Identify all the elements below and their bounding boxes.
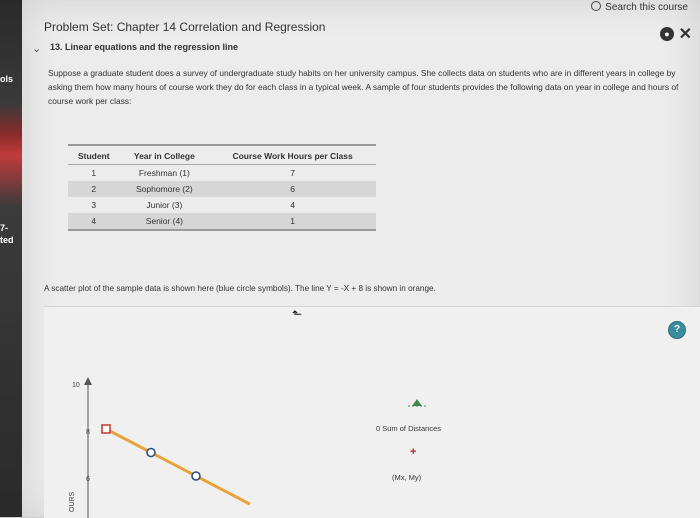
table-cell: 3 (91, 200, 97, 210)
y-tick-label: 6 (86, 476, 90, 483)
line-handle[interactable] (102, 425, 110, 433)
scatter-plot[interactable] (44, 307, 700, 518)
table-cell: 1 (209, 213, 376, 230)
sum-of-distances-label: 0 Sum of Distances (376, 424, 442, 433)
y-axis-label: OURS (69, 491, 76, 512)
chevron-down-icon[interactable]: ⌄ (32, 43, 42, 55)
sidebar-label-tools[interactable]: ols (0, 74, 14, 84)
table-cell: 4 (290, 200, 295, 210)
y-tick-label: 10 (72, 382, 80, 389)
table-cell: Sophomore (2) (120, 181, 210, 197)
table-cell: 1 (91, 168, 97, 178)
problem-page (22, 0, 700, 517)
table-cell: 4 (68, 213, 120, 230)
table-cell: 7 (290, 168, 295, 178)
table-cell: 6 (209, 181, 376, 197)
data-point[interactable] (147, 449, 155, 457)
table-cell: Freshman (1) (138, 168, 190, 178)
page-title: Problem Set: Chapter 14 Correlation and Regression (44, 20, 326, 34)
sidebar-label-7[interactable]: 7- (0, 223, 9, 233)
search-label: Search this course (605, 2, 688, 13)
table-cell: Senior (4) (120, 213, 210, 230)
help-icon[interactable]: ? (668, 321, 686, 339)
data-table (68, 144, 376, 231)
cursor-icon: ⬑ (292, 307, 303, 321)
search-icon (591, 1, 601, 11)
table-row (68, 165, 376, 182)
sidebar-label-ted[interactable]: ted (0, 235, 14, 245)
data-point[interactable] (192, 472, 200, 480)
table-cell: Junior (3) (146, 200, 183, 210)
table-row (68, 197, 376, 213)
plus-tool-icon[interactable]: + (410, 446, 417, 458)
question-title: 13. Linear equations and the regression line (50, 42, 239, 52)
info-icon[interactable]: ● (660, 27, 674, 41)
table-row (68, 213, 376, 230)
triangle-tool-icon[interactable] (412, 399, 422, 406)
column-header: Student (68, 145, 120, 165)
scatter-plot-card (44, 306, 700, 518)
mean-point-label: (Mx, My) (392, 473, 422, 482)
column-header: Course Work Hours per Class (209, 145, 376, 165)
regression-line[interactable] (106, 429, 250, 504)
table-row (68, 181, 376, 197)
y-tick-label: 8 (86, 429, 90, 436)
close-icon[interactable]: ✕ (678, 26, 692, 43)
table-cell: 2 (68, 181, 120, 197)
plot-caption: A scatter plot of the sample data is shown here (blue circle symbols). The line Y = -X + 8 is shown in orange. (44, 284, 436, 293)
left-sidebar-strip (0, 0, 22, 517)
y-axis-arrow (84, 377, 92, 385)
search-course-link[interactable] (591, 0, 688, 13)
problem-text: Suppose a graduate student does a survey of undergraduate study habits on her university campus. She collects data on students who are in different years in college by asking them how many hours of course work they do for each class in a typical week. A sample of four students provides the following data on year in college and hours of course work per class: (48, 68, 679, 106)
column-header: Year in College (120, 145, 210, 165)
